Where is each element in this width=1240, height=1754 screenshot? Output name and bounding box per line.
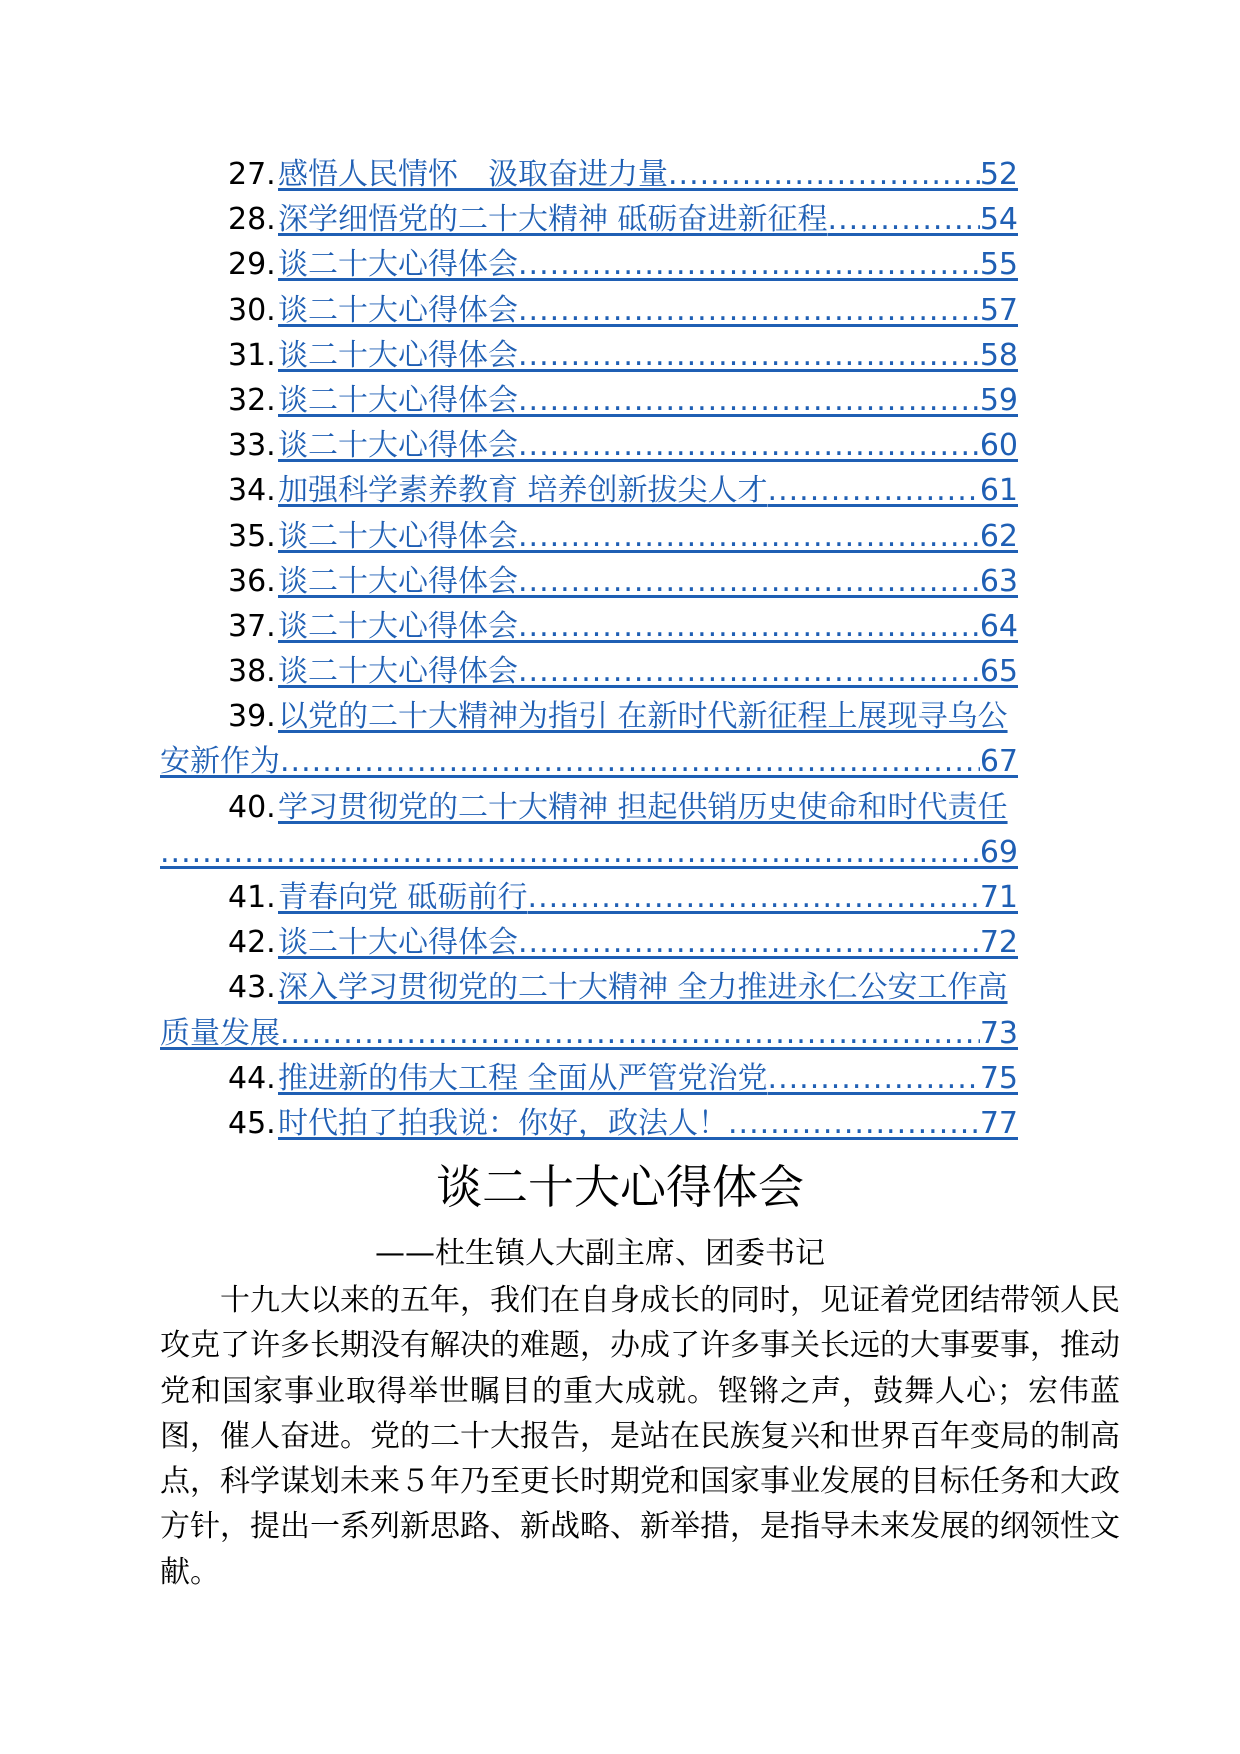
toc-entry-continuation — [160, 830, 1018, 875]
toc-entry-title: 谈二十大心得体会 — [278, 382, 518, 418]
toc-entry-leader — [280, 1011, 980, 1056]
toc-entry-number: 33. — [228, 428, 276, 464]
toc-entry — [160, 378, 1018, 423]
toc-entry — [160, 423, 1018, 468]
toc-entry-title: 谈二十大心得体会 — [278, 337, 518, 373]
toc-entry-leader — [518, 242, 980, 287]
toc-entry — [160, 514, 1018, 559]
toc-entry — [160, 920, 1018, 965]
toc-entry-title: 深学细悟党的二十大精神 砥砺奋进新征程 — [278, 202, 828, 238]
toc-entry-title: 推进新的伟大工程 全面从严管党治党 — [278, 1060, 768, 1096]
toc-entry-number: 36. — [228, 563, 276, 599]
toc-entry-page: 67 — [979, 744, 1018, 780]
toc-entry-link[interactable] — [278, 785, 1026, 830]
toc-entry-title: 谈二十大心得体会 — [278, 428, 518, 464]
toc-entry-page: 57 — [979, 292, 1018, 328]
toc-entry-number: 32. — [228, 382, 276, 418]
toc-entry-page: 64 — [979, 608, 1018, 644]
toc-entry-number: 45. — [228, 1105, 276, 1141]
toc-entry-link[interactable] — [278, 288, 1018, 333]
toc-entry-number: 28. — [228, 202, 276, 238]
toc-entry-leader — [280, 739, 980, 784]
toc-entry-title: 以党的二十大精神为指引 在新时代新征程上展现寻乌公 — [278, 699, 1008, 735]
toc-entry-link[interactable] — [160, 830, 1018, 875]
toc-entry-page: 54 — [979, 202, 1018, 238]
toc-entry-leader — [518, 604, 980, 649]
toc-entry-link[interactable] — [278, 378, 1018, 423]
toc-entry-link[interactable] — [278, 1056, 1018, 1101]
toc-entry-link[interactable] — [278, 875, 1018, 920]
toc-entry — [160, 468, 1018, 513]
toc-entry — [160, 242, 1018, 287]
toc-entry-title: 学习贯彻党的二十大精神 担起供销历史使命和时代责任 — [278, 789, 1008, 825]
toc-entry — [160, 1101, 1018, 1146]
toc-entry — [160, 649, 1018, 694]
toc-entry-page: 65 — [979, 654, 1018, 690]
toc-entry-link[interactable] — [278, 242, 1018, 287]
toc-entry-link[interactable] — [278, 152, 1018, 197]
toc-entry-link[interactable] — [278, 423, 1018, 468]
toc-entry-page: 59 — [979, 382, 1018, 418]
toc-entry-leader — [518, 288, 980, 333]
toc-entry-link[interactable] — [278, 468, 1018, 513]
article-paragraph: 十九大以来的五年，我们在自身成长的同时，见证着党团结带领人民攻克了许多长期没有解决的难题，办成了许多事关长远的大事要事，推动党和国家事业取得举世瞩目的重大成就。铿锵之声，鼓舞人心；宏伟蓝图，催人奋进。党的二十大报告，是站在民族复兴和世界百年变局的制高点，科学谋划未来５年乃至更长时期党和国家事业发展的目标任务和大政方针，提出一系列新思路、新战略、新举措，是指导未来发展的纲领性文献。 — [160, 1283, 1120, 1590]
toc-entry-page: 77 — [979, 1105, 1018, 1141]
toc-entry-link[interactable] — [278, 694, 1026, 739]
toc-entry-link[interactable] — [278, 333, 1018, 378]
toc-entry-leader — [828, 197, 980, 242]
toc-entry-leader — [518, 649, 980, 694]
toc-entry-link[interactable] — [160, 1011, 1018, 1056]
toc-entry-title-continued: 质量发展 — [160, 1015, 280, 1051]
toc-entry — [160, 965, 1026, 1010]
toc-entry-leader — [518, 514, 980, 559]
toc-entry — [160, 785, 1026, 830]
toc-entry-title: 时代拍了拍我说：你好，政法人！ — [278, 1105, 728, 1141]
toc-entry-title-continued: 安新作为 — [160, 744, 280, 780]
toc-entry-number: 31. — [228, 337, 276, 373]
toc-entry — [160, 604, 1018, 649]
toc-entry — [160, 333, 1018, 378]
toc-entry-page: 71 — [979, 880, 1018, 915]
toc-entry-leader — [728, 1101, 980, 1146]
toc-entry — [160, 559, 1018, 604]
toc-entry-number: 43. — [228, 970, 276, 1006]
toc-entry-title: 谈二十大心得体会 — [278, 654, 518, 690]
toc-entry-title: 青春向党 砥砺前行 — [278, 880, 528, 915]
toc-entry-title: 感悟人民情怀 汲取奋进力量 — [278, 157, 668, 192]
toc-entry-link[interactable] — [278, 559, 1018, 604]
toc-entry-leader — [768, 468, 980, 513]
toc-entry-leader — [528, 875, 980, 920]
article-title: 谈二十大心得体会 — [436, 1160, 804, 1214]
toc-entry — [160, 1056, 1018, 1101]
toc-entry — [160, 197, 1018, 242]
toc-entry-number: 27. — [228, 157, 276, 192]
toc-entry-title: 谈二十大心得体会 — [278, 292, 518, 328]
toc-entry-link[interactable] — [278, 1101, 1018, 1146]
toc-entry-continuation — [160, 739, 1018, 784]
toc-entry — [160, 875, 1018, 920]
toc-entry-link[interactable] — [278, 965, 1026, 1010]
toc-entry-page: 62 — [979, 518, 1018, 554]
toc-entry-title: 谈二十大心得体会 — [278, 608, 518, 644]
toc-entry-number: 41. — [228, 880, 276, 915]
toc-entry-leader — [518, 333, 980, 378]
toc-entry-link[interactable] — [278, 197, 1018, 242]
toc-entry-title: 谈二十大心得体会 — [278, 563, 518, 599]
toc-entry-number: 40. — [228, 789, 276, 825]
toc-entry-page: 69 — [979, 834, 1018, 870]
toc-entry-page: 52 — [979, 157, 1018, 192]
toc-entry-link[interactable] — [278, 920, 1018, 965]
toc-entry-title: 深入学习贯彻党的二十大精神 全力推进永仁公安工作高 — [278, 970, 1008, 1006]
table-of-contents — [160, 152, 1026, 1146]
toc-entry-title: 谈二十大心得体会 — [278, 518, 518, 554]
toc-entry-number: 37. — [228, 608, 276, 644]
toc-entry-page: 58 — [979, 337, 1018, 373]
toc-entry-title: 加强科学素养教育 培养创新拔尖人才 — [278, 473, 768, 509]
toc-entry-number: 39. — [228, 699, 276, 735]
toc-entry-page: 63 — [979, 563, 1018, 599]
toc-entry-page: 60 — [979, 428, 1018, 464]
toc-entry-page: 55 — [979, 247, 1018, 283]
toc-entry-number: 29. — [228, 247, 276, 283]
toc-entry-link[interactable] — [160, 739, 1018, 784]
toc-entry-leader — [518, 423, 980, 468]
toc-entry-leader — [160, 830, 980, 875]
toc-entry — [160, 694, 1026, 739]
toc-entry-title: 谈二十大心得体会 — [278, 247, 518, 283]
toc-entry-leader — [518, 378, 980, 423]
toc-entry — [160, 152, 1018, 197]
toc-entry-page: 75 — [979, 1060, 1018, 1096]
toc-entry-number: 35. — [228, 518, 276, 554]
toc-entry-number: 44. — [228, 1060, 276, 1096]
toc-entry-number: 34. — [228, 473, 276, 509]
toc-entry-page: 73 — [979, 1015, 1018, 1051]
toc-entry-link[interactable] — [278, 514, 1018, 559]
toc-entry-number: 42. — [228, 925, 276, 961]
toc-entry-leader — [668, 152, 980, 197]
toc-entry-link[interactable] — [278, 649, 1018, 694]
toc-entry-link[interactable] — [278, 604, 1018, 649]
toc-entry-continuation — [160, 1011, 1018, 1056]
toc-entry-number: 30. — [228, 292, 276, 328]
toc-entry-leader — [518, 920, 980, 965]
toc-entry-leader — [768, 1056, 980, 1101]
article-subtitle: ——杜生镇人大副主席、团委书记 — [375, 1236, 825, 1271]
toc-entry-title: 谈二十大心得体会 — [278, 925, 518, 961]
toc-entry-leader — [518, 559, 980, 604]
toc-entry-number: 38. — [228, 654, 276, 690]
article-body — [160, 1278, 1120, 1595]
toc-entry-page: 72 — [979, 925, 1018, 961]
toc-entry — [160, 288, 1018, 333]
toc-entry-page: 61 — [979, 473, 1018, 509]
